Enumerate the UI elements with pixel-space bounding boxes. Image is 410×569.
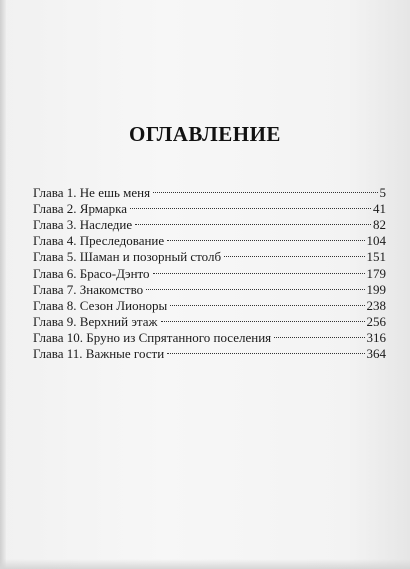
toc-dot-leader [128,197,372,213]
toc-entry-label: Глава 11. Важные гости [33,346,165,362]
toc-entry-page: 364 [366,346,386,362]
toc-entry-page: 104 [366,233,386,249]
toc-entry-page: 199 [366,281,386,297]
page-spine-shadow [0,0,6,569]
toc-dot-leader [272,326,365,342]
toc-entry-page: 5 [379,185,386,201]
toc-entry-label: Глава 3. Наследие [33,217,133,233]
toc-entry-page: 238 [366,297,386,313]
toc-entry-page: 316 [366,329,386,345]
toc-dot-leader [133,213,372,229]
toc-title: ОГЛАВЛЕНИЕ [129,122,281,146]
toc-entry-label: Глава 6. Брасо-Дэнто [33,265,150,281]
toc-entry-page: 41 [373,201,386,217]
toc-dot-leader [151,261,366,277]
toc-entry-page: 256 [366,313,386,329]
toc-dot-leader [222,245,365,261]
toc-dot-leader [151,181,378,197]
toc-entry-label: Глава 4. Преследование [33,233,165,249]
toc-dot-leader [159,310,366,326]
toc-dot-leader [144,278,365,294]
toc-dot-leader [165,342,365,358]
toc-entry-label: Глава 1. Не ешь меня [33,185,151,201]
toc-entry-label: Глава 10. Бруно из Спрятанного поселения [33,329,272,345]
toc-entry-page: 82 [373,217,386,233]
toc-dot-leader [168,294,365,310]
toc-entry-label: Глава 9. Верхний этаж [33,313,158,329]
toc-entry-label: Глава 8. Сезон Лионоры [33,297,168,313]
toc-entry-label: Глава 7. Знакомство [33,281,144,297]
page-bottom-shadow [0,559,410,569]
toc-entry-label: Глава 5. Шаман и позорный столб [33,249,222,265]
toc-dot-leader [165,229,365,245]
toc-entry-page: 179 [366,265,386,281]
toc-entry-label: Глава 2. Ярмарка [33,201,128,217]
toc-list [33,181,386,362]
toc-entry [33,181,386,201]
toc-entry-page: 151 [366,249,386,265]
